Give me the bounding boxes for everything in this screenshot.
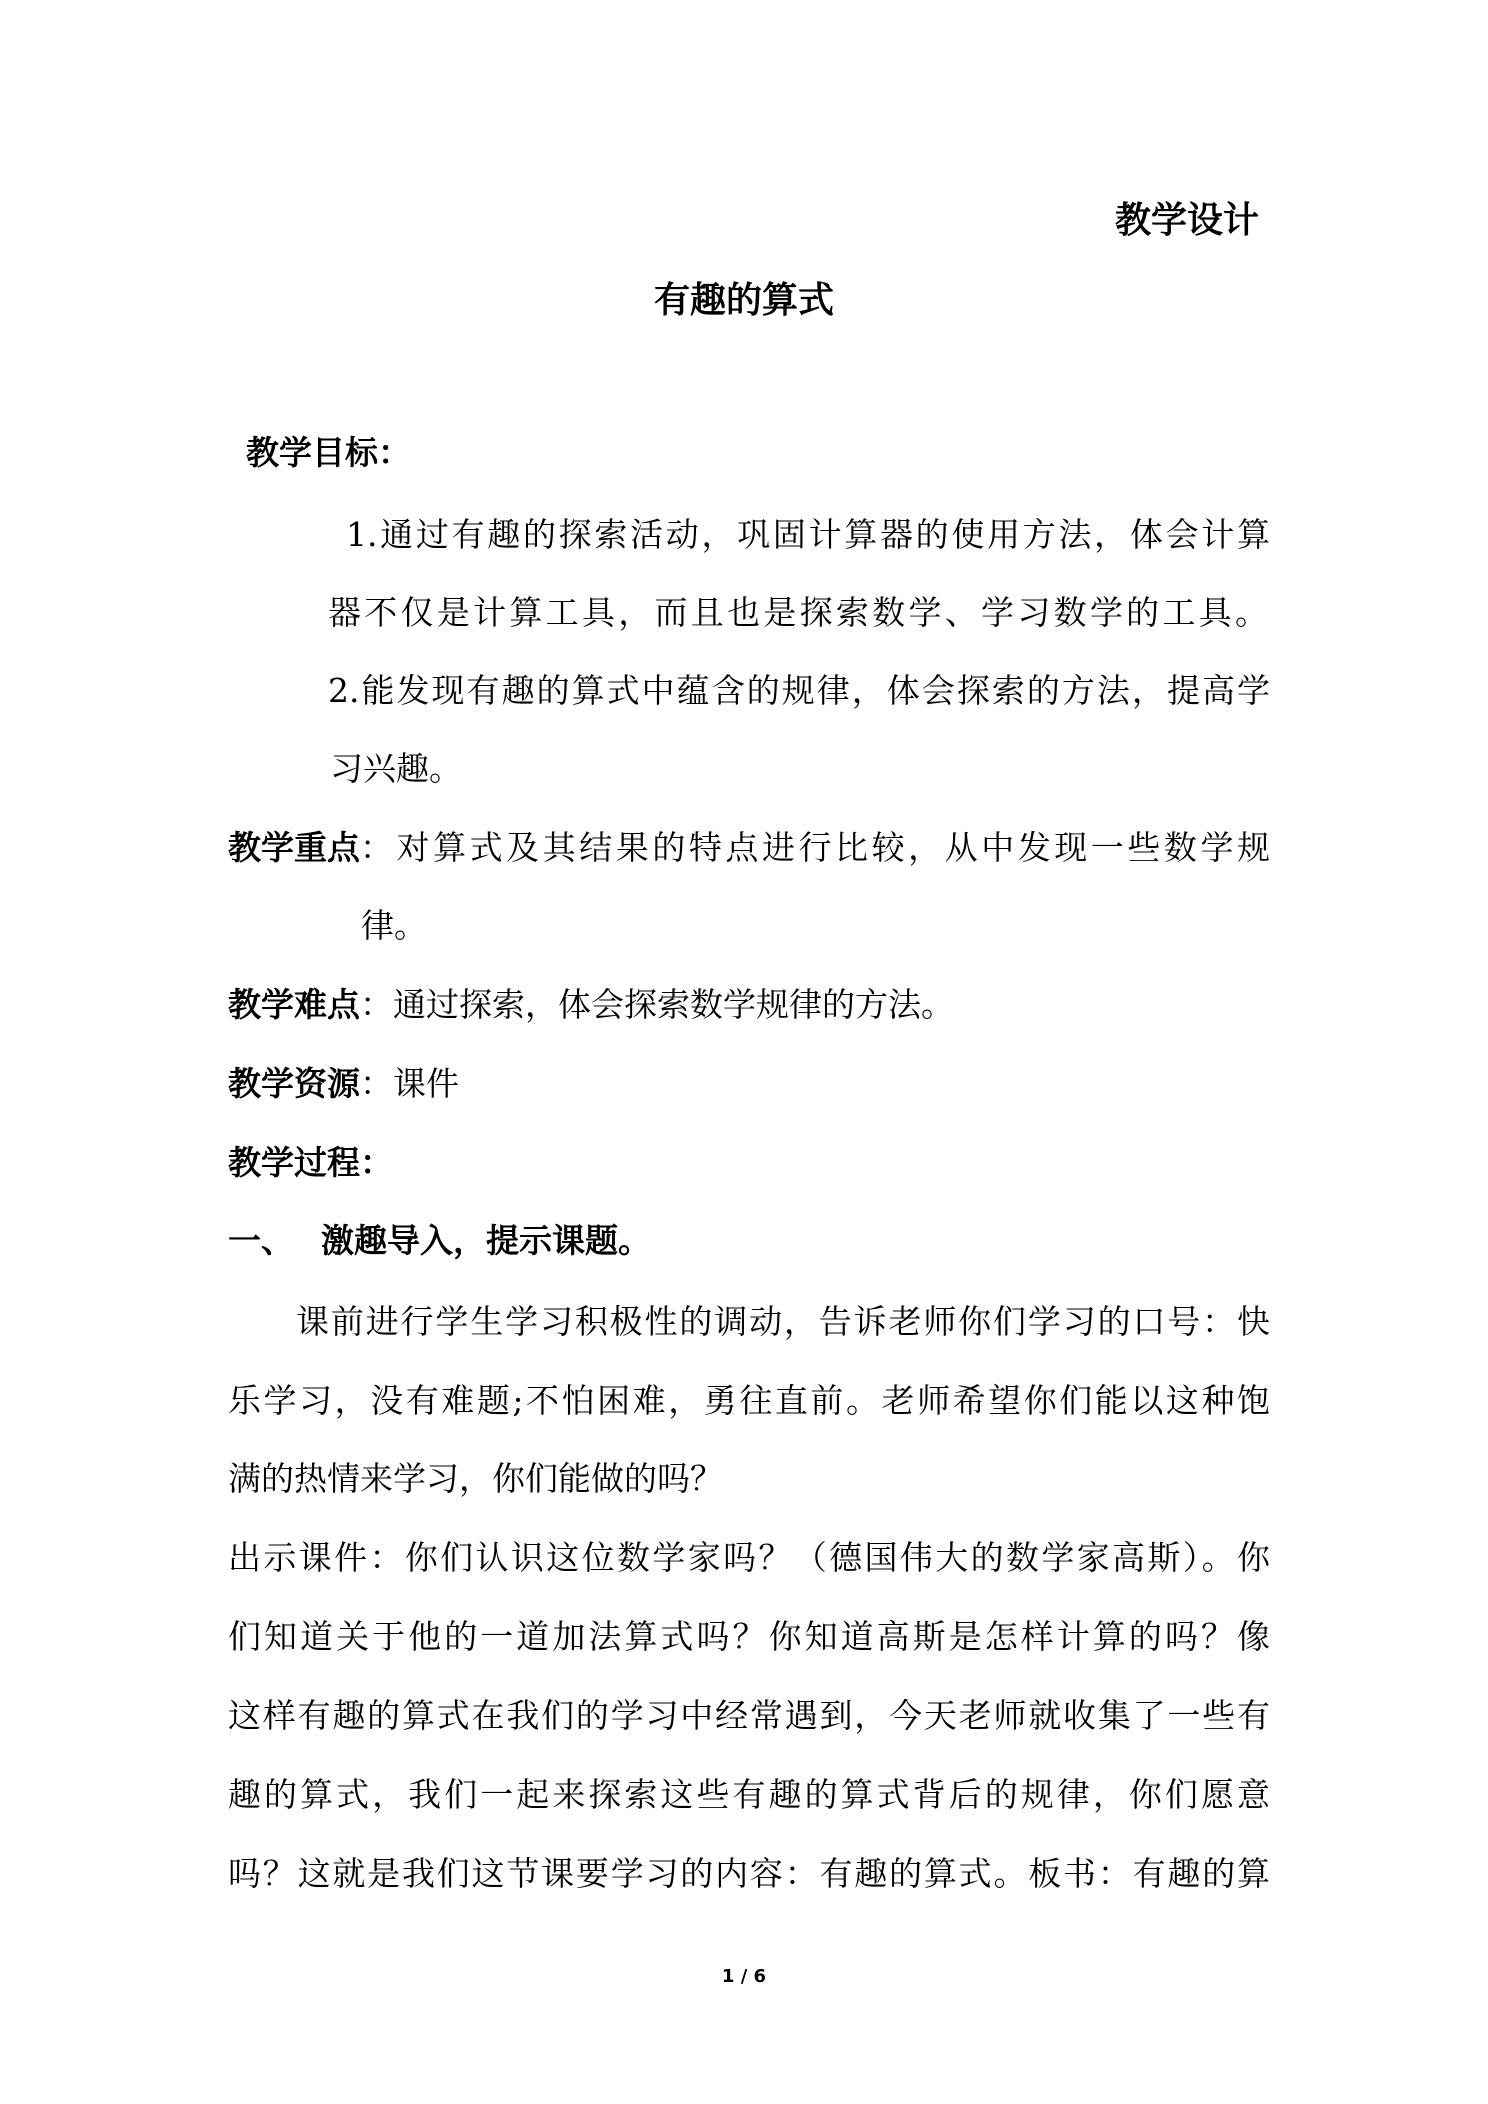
section-1-para-2-line-3: 这样有趣的算式在我们的学习中经常遇到，今天老师就收集了一些有 — [228, 1696, 1270, 1735]
objectives-heading: 教学目标： — [246, 433, 411, 472]
objective-2-line-1: 2.能发现有趣的算式中蕴含的规律，体会探索的方法，提高学 — [328, 671, 1270, 710]
section-1-para-2-line-5: 吗？这就是我们这节课要学习的内容：有趣的算式。板书：有趣的算 — [228, 1854, 1270, 1893]
section-1-para-2-line-4: 趣的算式，我们一起来探索这些有趣的算式背后的规律，你们愿意 — [228, 1775, 1270, 1814]
section-1-number: 一、 — [228, 1221, 294, 1260]
section-1-para-1-line-2: 乐学习，没有难题;不怕困难，勇往直前。老师希望你们能以这种饱 — [228, 1381, 1270, 1420]
objective-1-line-1: 1.通过有趣的探索活动，巩固计算器的使用方法，体会计算 — [346, 515, 1270, 554]
key-point-text: ：对算式及其结果的特点进行比较，从中发现一些数学规 — [360, 828, 1270, 867]
section-1-para-1-line-1: 课前进行学生学习积极性的调动，告诉老师你们学习的口号：快 — [296, 1302, 1270, 1341]
key-point-row — [228, 828, 1270, 868]
key-point-text-line-2: 律。 — [361, 906, 427, 945]
resources-label: 教学资源 — [228, 1064, 360, 1103]
objective-1-line-2: 器不仅是计算工具，而且也是探索数学、学习数学的工具。 — [328, 593, 1268, 632]
section-1-para-2-line-1: 出示课件：你们认识这位数学家吗？（德国伟大的数学家高斯）。你 — [228, 1538, 1270, 1577]
document-title: 有趣的算式 — [653, 280, 834, 321]
page-number: 1 / 6 — [721, 1966, 767, 1987]
resources-row — [228, 1064, 459, 1104]
process-heading: 教学过程： — [228, 1143, 393, 1182]
key-point-label: 教学重点 — [228, 828, 360, 867]
difficulty-row — [228, 985, 954, 1025]
section-1-heading: 激趣导入，提示课题。 — [321, 1221, 651, 1260]
difficulty-label: 教学难点 — [228, 985, 360, 1024]
difficulty-text: ：通过探索，体会探索数学规律的方法。 — [360, 985, 954, 1024]
section-1-para-2-line-2: 们知道关于他的一道加法算式吗？你知道高斯是怎样计算的吗？像 — [228, 1617, 1270, 1656]
document-label: 教学设计 — [1115, 200, 1260, 241]
objective-2-line-2: 习兴趣。 — [330, 749, 462, 788]
section-1-para-1-line-3: 满的热情来学习，你们能做的吗？ — [228, 1459, 723, 1498]
resources-text: ：课件 — [360, 1064, 459, 1103]
